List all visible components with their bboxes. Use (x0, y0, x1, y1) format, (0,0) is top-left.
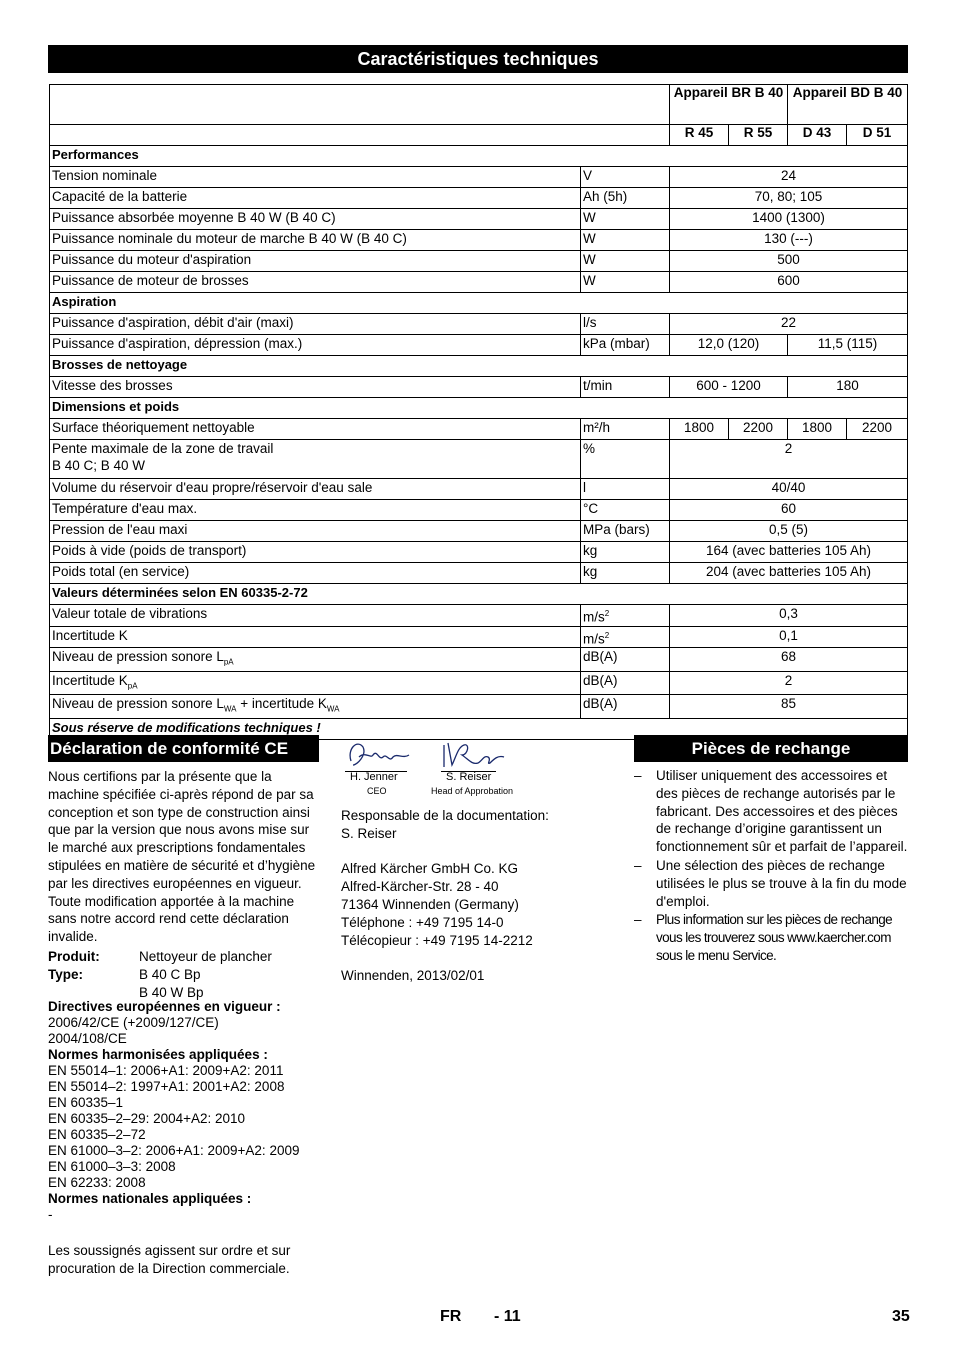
row-value: 60 (670, 500, 908, 521)
parts-list-item: – Utiliser uniquement des accessoires et des pièces de rechange autorisés par le fabricant. Des accessoires et des pièces de rechange d’origine garantissent un fonctionnement sûr et parfait de l’appareil. (634, 767, 908, 856)
row-unit: MPa (bars) (581, 521, 670, 542)
row-value: 0,3 (670, 605, 908, 627)
row-value-d43: 1800 (788, 419, 847, 440)
signer2-role: Head of Approbation (431, 786, 514, 796)
row-label: Niveau de pression sonore $L_{pA}$ (50, 648, 581, 672)
responsible-name: S. Reiser (341, 825, 397, 841)
table-row (50, 605, 908, 627)
row-label: Valeur totale de vibrations (50, 605, 581, 627)
directive-item: 2004/108/CE (48, 1031, 127, 1046)
variant-r45: R 45 (670, 125, 729, 146)
norms-heading: Normes harmonisées appliquées : (48, 1047, 268, 1062)
signer2-name: S. Reiser (446, 771, 492, 783)
section-valeurs: Valeurs déterminées selon EN 60335-2-72 (50, 584, 908, 605)
variant-d51: D 51 (847, 125, 908, 146)
norm-item: EN 60335–2–29: 2004+A2: 2010 (48, 1111, 246, 1126)
table-footnote: Sous réserve de modifications techniques ! (50, 719, 908, 740)
responsible-label: Responsable de la documentation: (341, 808, 549, 823)
table-row (50, 626, 908, 648)
row-label: Vitesse des brosses (50, 377, 581, 398)
signature-jenner (345, 735, 415, 773)
norm-item: EN 60335–1 (48, 1095, 124, 1110)
signature-reiser (438, 737, 508, 773)
row-label: Capacité de la batterie (50, 188, 581, 209)
footer-page-number: 35 (892, 1308, 910, 1325)
row-label: Poids total (en service) (50, 563, 581, 584)
row-value: 1400 (1300) (670, 209, 908, 230)
produit-label: Produit: (48, 949, 100, 964)
produit-value: Nettoyeur de plancher (139, 949, 272, 964)
row-label: Pression de l'eau maxi (50, 521, 581, 542)
table-row (50, 695, 908, 719)
section-dimensions: Dimensions et poids (50, 398, 908, 419)
row-unit: kg (581, 563, 670, 584)
table-row (50, 440, 908, 479)
parts-list-item: – Plus information sur les pièces de rechange vous les trouverez sous www.kaercher.com sous le menu Service. (634, 911, 908, 964)
row-label: Puissance d'aspiration, dépression (max.) (50, 335, 581, 356)
national-norms-value: - (48, 1207, 53, 1222)
row-value-r55: 2200 (729, 419, 788, 440)
table-row (50, 230, 908, 251)
row-value: 85 (670, 695, 908, 719)
table-row (50, 500, 908, 521)
phone-line: Téléphone : +49 7195 14-0 (341, 914, 504, 930)
signer1-name: H. Jenner (350, 771, 398, 783)
row-label: Tension nominale (50, 167, 581, 188)
norm-item: EN 60335–2–72 (48, 1127, 146, 1142)
row-value-br: 12,0 (120) (670, 335, 788, 356)
row-value-br: 600 - 1200 (670, 377, 788, 398)
directive-item: 2006/42/CE (+2009/127/CE) (48, 1015, 219, 1030)
device-header-br: Appareil BR B 40 (670, 85, 788, 125)
parts-heading-bar (634, 735, 908, 762)
address-line: Alfred Kärcher GmbH Co. KG (341, 861, 519, 877)
row-label: Niveau de pression sonore $L_{WA}$ + incertitude $K_{WA}$ (50, 695, 581, 719)
row-label: Puissance du moteur d'aspiration (50, 251, 581, 272)
row-label: Puissance d'aspiration, débit d'air (maxi) (50, 314, 581, 335)
row-label: Puissance absorbée moyenne B 40 W (B 40 C) (50, 209, 581, 230)
row-value-d51: 2200 (847, 419, 908, 440)
row-value-bd: 180 (788, 377, 908, 398)
section-row (50, 398, 908, 419)
directives-heading: Directives européennes en vigueur : (48, 999, 281, 1014)
row-value: 0,5 (5) (670, 521, 908, 542)
table-row (50, 377, 908, 398)
table-row (50, 563, 908, 584)
footer-local-page: - 11 (494, 1308, 521, 1325)
row-unit: $m/s^2$ (581, 626, 670, 648)
type-value-1: B 40 C Bp (139, 966, 201, 982)
norm-item: EN 62233: 2008 (48, 1175, 146, 1190)
row-value: 600 (670, 272, 908, 293)
norm-item: EN 55014–2: 1997+A1: 2001+A2: 2008 (48, 1079, 285, 1094)
section-aspiration: Aspiration (50, 293, 908, 314)
national-norms-heading: Normes nationales appliquées : (48, 1191, 252, 1206)
table-row (50, 521, 908, 542)
table-row (50, 648, 908, 672)
parts-heading: Pièces de rechange (691, 739, 851, 758)
row-unit: Ah (5h) (581, 188, 670, 209)
row-unit: °C (581, 500, 670, 521)
table-row (50, 335, 908, 356)
row-value: 68 (670, 648, 908, 672)
table-row (50, 209, 908, 230)
norm-item: EN 55014–1: 2006+A1: 2009+A2: 2011 (48, 1063, 284, 1078)
table-row (50, 419, 908, 440)
row-unit: W (581, 251, 670, 272)
row-value: 24 (670, 167, 908, 188)
row-label: Température d'eau max. (50, 500, 581, 521)
signer1-role: CEO (367, 786, 387, 796)
row-value: 500 (670, 251, 908, 272)
section-performances: Performances (50, 146, 908, 167)
fax-line: Télécopieur : +49 7195 14-2212 (341, 932, 533, 948)
row-value: 2 (670, 671, 908, 695)
section-row (50, 356, 908, 377)
variant-d43: D 43 (788, 125, 847, 146)
row-value: 164 (avec batteries 105 Ah) (670, 542, 908, 563)
row-unit: dB(A) (581, 648, 670, 672)
table-row (50, 479, 908, 500)
declaration-paragraph: Nous certifions par la présente que la machine spécifiée ci-après répond de par sa conception et son type de construction ainsi que par la version que nous avons mise sur le marché aux prescriptions fondamentales stipulées en matière de sécurité et d’hygiène par les directives européennes en vigueur. Toute modification apportée à la machine sans notre accord rend cette déclaration invalide. (48, 769, 316, 945)
table-row (50, 314, 908, 335)
variant-r55: R 55 (729, 125, 788, 146)
row-unit: W (581, 209, 670, 230)
section-title: Caractéristiques techniques (357, 49, 599, 69)
row-unit: dB(A) (581, 695, 670, 719)
row-label: Poids à vide (poids de transport) (50, 542, 581, 563)
row-unit: V (581, 167, 670, 188)
row-value: 40/40 (670, 479, 908, 500)
row-label: Puissance de moteur de brosses (50, 272, 581, 293)
row-unit: dB(A) (581, 671, 670, 695)
directives-block (48, 999, 321, 1223)
row-label: Pente maximale de la zone de travail B 40 C; B 40 W (50, 440, 581, 479)
row-unit: l (581, 479, 670, 500)
header-blank-cell (50, 85, 670, 125)
row-unit: kPa (mbar) (581, 335, 670, 356)
row-unit: W (581, 230, 670, 251)
device-header-bd: Appareil BD B 40 (788, 85, 908, 125)
row-label: Incertitude K (50, 626, 581, 648)
specs-table (49, 84, 908, 740)
row-value: 70, 80; 105 (670, 188, 908, 209)
row-value: 2 (670, 440, 908, 479)
row-unit: % (581, 440, 670, 479)
row-unit: m²/h (581, 419, 670, 440)
documentation-responsible (341, 807, 611, 985)
address-line: Alfred-Kärcher-Str. 28 - 40 (341, 879, 499, 895)
row-label: Surface théoriquement nettoyable (50, 419, 581, 440)
section-row (50, 146, 908, 167)
section-title-bar (48, 45, 908, 73)
table-row (50, 671, 908, 695)
parts-list-item: – Une sélection des pièces de rechange utilisées le plus se trouve à la fin du mode d'emploi. (634, 857, 908, 910)
declaration-heading-bar (48, 735, 319, 762)
variant-row (50, 125, 908, 146)
row-unit: kg (581, 542, 670, 563)
row-value: 0,1 (670, 626, 908, 648)
row-label: Volume du réservoir d'eau propre/réservoir d'eau sale (50, 479, 581, 500)
row-unit: t/min (581, 377, 670, 398)
norm-item: EN 61000–3–3: 2008 (48, 1159, 176, 1174)
declaration-closing: Les soussignés agissent sur ordre et sur procuration de la Direction commerciale. (48, 1243, 291, 1276)
row-value-bd: 11,5 (115) (788, 335, 908, 356)
table-header-row (50, 85, 908, 125)
row-value: 22 (670, 314, 908, 335)
norm-item: EN 61000–3–2: 2006+A1: 2009+A2: 2009 (48, 1143, 300, 1158)
row-label: Puissance nominale du moteur de marche B 40 W (B 40 C) (50, 230, 581, 251)
declaration-details (48, 948, 321, 1001)
address-line: 71364 Winnenden (Germany) (341, 896, 519, 912)
table-row (50, 188, 908, 209)
table-row (50, 251, 908, 272)
footer-language: FR (440, 1308, 462, 1325)
table-row (50, 167, 908, 188)
row-value: 204 (avec batteries 105 Ah) (670, 563, 908, 584)
parts-list (634, 767, 908, 965)
type-label: Type: (48, 966, 84, 982)
row-unit: W (581, 272, 670, 293)
declaration-heading: Déclaration de conformité CE (50, 739, 289, 758)
row-value-r45: 1800 (670, 419, 729, 440)
section-brosses: Brosses de nettoyage (50, 356, 908, 377)
section-row (50, 293, 908, 314)
row-label: Incertitude $K_{pA}$ (50, 671, 581, 695)
place-date: Winnenden, 2013/02/01 (341, 968, 485, 984)
section-row (50, 584, 908, 605)
row-unit: $m/s^2$ (581, 605, 670, 627)
type-value-2: B 40 W Bp (139, 984, 204, 1000)
row-unit: l/s (581, 314, 670, 335)
table-row (50, 272, 908, 293)
parts-list-container (634, 767, 908, 966)
table-row (50, 542, 908, 563)
row-value: 130 (---) (670, 230, 908, 251)
